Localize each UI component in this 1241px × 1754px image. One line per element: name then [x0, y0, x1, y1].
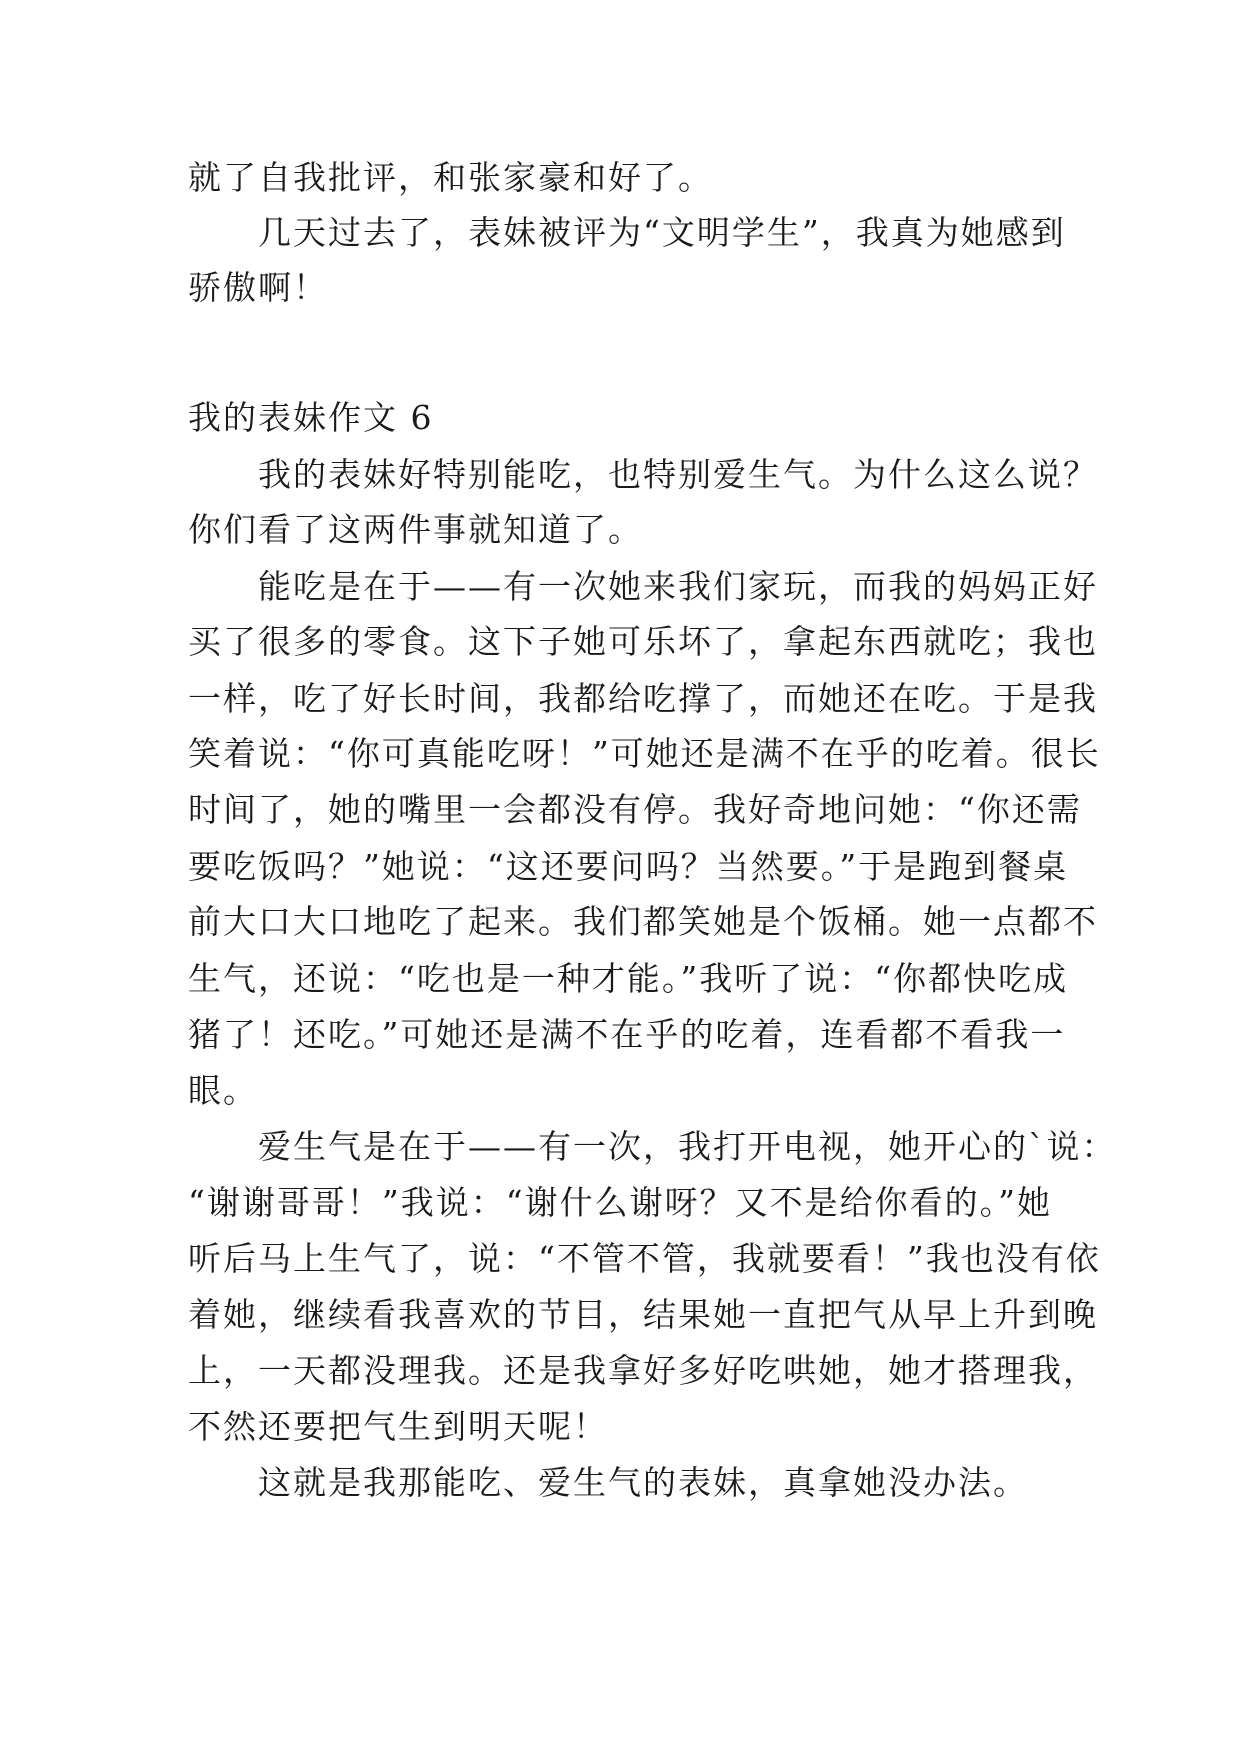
- section-title: 我的表妹作文 6: [188, 398, 434, 437]
- text-line: 骄傲啊！: [188, 268, 328, 307]
- text-line: 时间了，她的嘴里一会都没有停。我好奇地问她：“你还需: [188, 790, 1082, 829]
- text-line: 能吃是在于——有一次她来我们家玩，而我的妈妈正好: [258, 567, 1098, 606]
- text-line: 我的表妹好特别能吃，也特别爱生气。为什么这么说？: [258, 455, 1098, 494]
- text-line: 笑着说：“你可真能吃呀！”可她还是满不在乎的吃着。很长: [188, 734, 1101, 773]
- text-line: 买了很多的零食。这下子她可乐坏了，拿起东西就吃；我也: [188, 622, 1098, 661]
- text-line: 就了自我批评，和张家豪和好了。: [188, 158, 713, 197]
- text-line: 上，一天都没理我。还是我拿好多好吃哄她，她才搭理我，: [188, 1351, 1098, 1390]
- text-line: 前大口大口地吃了起来。我们都笑她是个饭桶。她一点都不: [188, 902, 1098, 941]
- text-line: 猪了！还吃。”可她还是满不在乎的吃着，连看都不看我一: [188, 1015, 1066, 1054]
- text-line: “谢谢哥哥！”我说：“谢什么谢呀？又不是给你看的。”她: [188, 1183, 1052, 1222]
- text-line: 着她，继续看我喜欢的节目，结果她一直把气从早上升到晚: [188, 1295, 1098, 1334]
- text-line: 生气，还说：“吃也是一种才能。”我听了说：“你都快吃成: [188, 959, 1069, 998]
- text-line: 一样，吃了好长时间，我都给吃撑了，而她还在吃。于是我: [188, 679, 1098, 718]
- text-line: 几天过去了，表妹被评为“文明学生”，我真为她感到: [258, 213, 1066, 252]
- text-line: 这就是我那能吃、爱生气的表妹，真拿她没办法。: [258, 1463, 1028, 1502]
- text-line: 不然还要把气生到明天呢！: [188, 1407, 608, 1446]
- text-line: 要吃饭吗？”她说：“这还要问吗？当然要。”于是跑到餐桌: [188, 847, 1069, 886]
- text-line: 眼。: [188, 1071, 258, 1110]
- text-line: 你们看了这两件事就知道了。: [188, 510, 643, 549]
- text-line: 爱生气是在于——有一次，我打开电视，她开心的`说：: [258, 1127, 1117, 1166]
- text-line: 听后马上生气了，说：“不管不管，我就要看！”我也没有依: [188, 1239, 1101, 1278]
